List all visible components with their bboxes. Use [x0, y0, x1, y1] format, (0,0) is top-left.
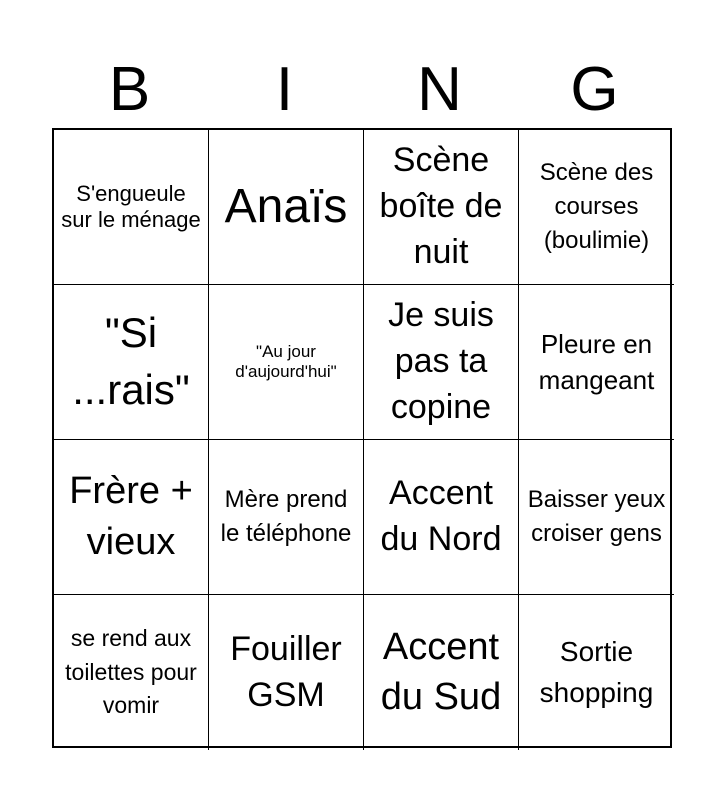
- bingo-cell[interactable]: [54, 285, 209, 440]
- cell-label: Baisser yeux croiser gens: [527, 485, 666, 547]
- bingo-cell[interactable]: [209, 130, 364, 285]
- cell-label: Accent du Sud: [380, 626, 502, 718]
- cell-label: Sortie shopping: [539, 635, 654, 708]
- cell-label: Frère + vieux: [69, 469, 193, 563]
- bingo-cell[interactable]: [519, 595, 674, 750]
- cell-label: se rend aux toilettes pour vomir: [65, 625, 197, 719]
- cell-label: Accent du Nord: [380, 474, 502, 558]
- bingo-cell[interactable]: [209, 440, 364, 595]
- bingo-cell[interactable]: [519, 130, 674, 285]
- bingo-board: [52, 128, 672, 748]
- bingo-cell[interactable]: [519, 440, 674, 595]
- bingo-cell[interactable]: [54, 130, 209, 285]
- cell-label: Scène des courses (boulimie): [539, 158, 654, 255]
- cell-label: "Au jour d'aujourd'hui": [235, 341, 337, 381]
- header-letter-n: N: [417, 55, 462, 124]
- cell-label: Scène boîte de nuit: [379, 141, 503, 271]
- cell-label: Je suis pas ta copine: [388, 296, 494, 426]
- bingo-cell[interactable]: [364, 595, 519, 750]
- header-letter-i: I: [275, 55, 294, 124]
- bingo-cell[interactable]: [364, 130, 519, 285]
- bingo-cell[interactable]: [519, 285, 674, 440]
- bingo-header: [52, 48, 672, 128]
- header-letter-b: B: [108, 55, 151, 124]
- bingo-cell[interactable]: [54, 595, 209, 750]
- bingo-cell[interactable]: [364, 440, 519, 595]
- bingo-cell[interactable]: [209, 595, 364, 750]
- cell-label: Mère prend le téléphone: [220, 485, 352, 547]
- header-letter-g: G: [570, 55, 619, 124]
- cell-label: "Si ...rais": [72, 309, 190, 413]
- bingo-cell[interactable]: [209, 285, 364, 440]
- cell-label: S'engueule sur le ménage: [61, 180, 201, 232]
- cell-label: Fouiller GSM: [230, 629, 342, 714]
- cell-label: Pleure en mangeant: [538, 328, 655, 395]
- bingo-cell[interactable]: [54, 440, 209, 595]
- bingo-cell[interactable]: [364, 285, 519, 440]
- cell-label: Anaïs: [224, 180, 348, 234]
